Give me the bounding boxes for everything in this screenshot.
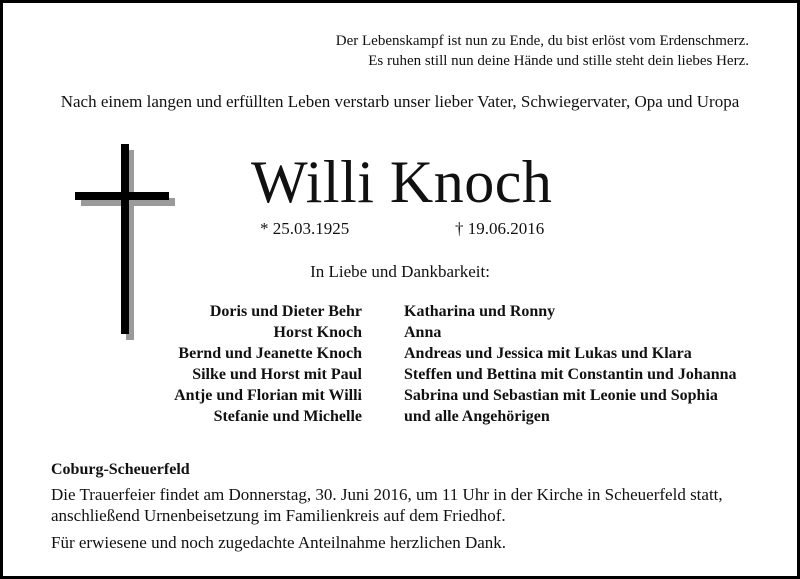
poem-line-1: Der Lebenskampf ist nun zu Ende, du bist erlöst vom Erdenschmerz.: [335, 33, 749, 49]
death-date: † 19.06.2016: [455, 219, 545, 238]
cross-icon: [75, 144, 175, 340]
intro-text: Nach einem langen und erfüllten Leben verstarb unser lieber Vater, Schwiegervater, Opa und Uropa: [60, 92, 740, 111]
mourner-entry: Doris und Dieter Behr: [209, 303, 362, 320]
poem: [336, 31, 749, 71]
mourner-entry: Bernd und Jeanette Knoch: [178, 345, 362, 362]
cross-bar-horizontal: [75, 192, 169, 200]
mourner-entry: Silke und Horst mit Paul: [192, 366, 362, 383]
mourner-entry: Horst Knoch: [273, 324, 362, 341]
mourner-entry: Sabrina und Sebastian mit Leonie und Sophia: [404, 387, 718, 404]
funeral-info: [51, 484, 723, 526]
cross-bar-vertical: [121, 144, 129, 334]
mourner-entry: Anna: [404, 324, 442, 341]
birth-date: * 25.03.1925: [260, 219, 350, 238]
place-heading: Coburg-Scheuerfeld: [51, 461, 190, 478]
mourners-right-column: [404, 301, 737, 427]
mourner-entry: Katharina und Ronny: [404, 303, 556, 320]
mourners-left-column: [174, 301, 362, 427]
poem-line-2: Es ruhen still nun deine Hände und stille steht dein liebes Herz.: [368, 53, 749, 69]
thanks-line: Für erwiesene und noch zugedachte Anteilnahme herzlichen Dank.: [51, 533, 507, 552]
mourner-entry: und alle Angehörigen: [404, 408, 550, 425]
funeral-line-1: Die Trauerfeier findet am Donnerstag, 30. Juni 2016, um 11 Uhr in der Kirche in Scheuerfeld statt,: [51, 485, 723, 504]
mourner-entry: Antje und Florian mit Willi: [174, 387, 362, 404]
deceased-name: Willi Knoch: [251, 149, 553, 215]
funeral-line-2: anschließend Urnenbeisetzung im Familienkreis auf dem Friedhof.: [51, 506, 506, 525]
gratitude-line: In Liebe und Dankbarkeit:: [310, 262, 490, 281]
mourner-entry: Stefanie und Michelle: [213, 408, 362, 425]
mourner-entry: Steffen und Bettina mit Constantin und Johanna: [404, 366, 737, 383]
mourner-entry: Andreas und Jessica mit Lukas und Klara: [404, 345, 692, 362]
